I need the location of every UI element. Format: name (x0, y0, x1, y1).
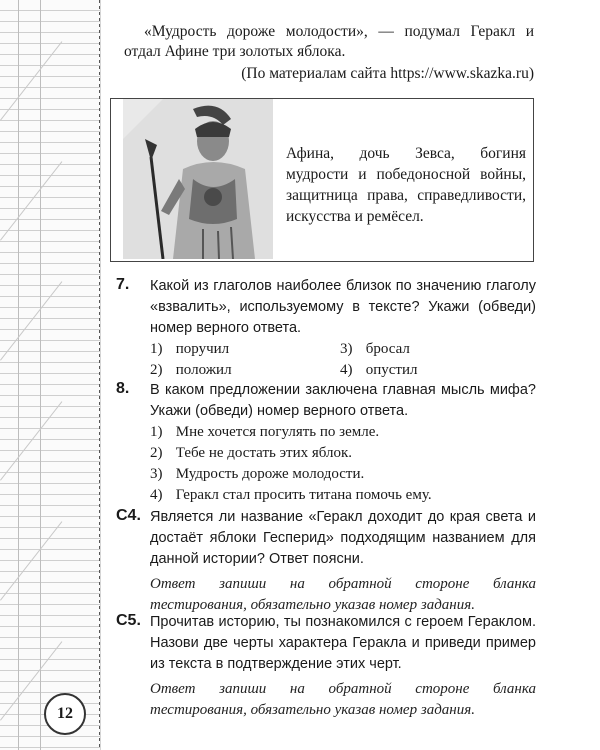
option-number: 3) (340, 341, 353, 357)
margin-slant-line (0, 401, 62, 480)
option-number: 4) (340, 362, 353, 378)
option-item[interactable] (340, 339, 520, 360)
athena-description: Афина, дочь Зевса, богиня мудрости и победоносной войны, защитница права, справедливости, искусства и ремёсел. (286, 145, 526, 225)
task-answer-note: Ответ запиши на обратной стороне бланка тестирования, обязательно указав номер задания. (150, 681, 536, 718)
task-number: 8. (116, 380, 130, 397)
task-question: Какой из глаголов наиболее близок по значению глаголу «взвалить», используемому в тексте? Укажи (обведи) номер верного ответа. (150, 278, 536, 336)
task-c4 (116, 507, 536, 616)
option-number: 2) (150, 445, 163, 461)
task-8 (116, 380, 536, 506)
margin-slant-line (0, 521, 62, 600)
option-text: бросал (365, 341, 410, 357)
option-number: 1) (150, 341, 163, 357)
option-number: 3) (150, 466, 163, 482)
option-item[interactable] (150, 443, 536, 464)
option-text: Мне хочется погулять по земле. (175, 424, 380, 440)
task-number: 7. (116, 276, 130, 293)
option-text: Тебе не достать этих яблок. (175, 445, 353, 461)
story-ending (124, 10, 534, 84)
option-item[interactable] (150, 422, 536, 443)
option-item[interactable] (150, 339, 340, 360)
task-c5 (116, 612, 536, 721)
option-number: 2) (150, 362, 163, 378)
option-text: поручил (175, 341, 230, 357)
margin-slant-line (0, 281, 62, 360)
task-options (150, 422, 536, 506)
margin-rule-line (18, 0, 19, 750)
athena-statue-icon (123, 99, 273, 259)
task-question: Является ли название «Геракл доходит до края света и достаёт яблоки Гесперид» подходящим названием для данной истории? Ответ поясни. (150, 509, 536, 567)
story-source: (По материалам сайта https://www.skazka.ru) (241, 65, 534, 82)
option-text: Геракл стал просить титана помочь ему. (175, 487, 432, 503)
story-last-paragraph: «Мудрость дороже молодости», — подумал Геракл и отдал Афине три золотых яблока. (124, 23, 534, 60)
option-text: Мудрость дороже молодости. (175, 466, 365, 482)
task-number: С5. (116, 612, 141, 629)
task-number: С4. (116, 507, 141, 524)
margin-slant-line (0, 41, 62, 120)
option-number: 4) (150, 487, 163, 503)
option-number: 1) (150, 424, 163, 440)
task-7 (116, 276, 536, 381)
task-answer-note: Ответ запиши на обратной стороне бланка тестирования, обязательно указав номер задания. (150, 576, 536, 613)
task-question: Прочитав историю, ты познакомился с героем Гераклом. Назови две черты характера Геракла и приведи пример из текста в подтверждение этих черт. (150, 614, 536, 672)
option-text: положил (175, 362, 232, 378)
margin-rule-line (40, 0, 41, 750)
option-item[interactable] (150, 464, 536, 485)
page-number: 12 (44, 693, 86, 735)
athena-info-box (110, 98, 534, 262)
option-text: опустил (365, 362, 418, 378)
task-options (150, 339, 536, 381)
ruled-margin (0, 0, 101, 750)
option-item[interactable] (150, 485, 536, 506)
task-question: В каком предложении заключена главная мысль мифа? Укажи (обведи) номер верного ответа. (150, 382, 536, 419)
option-item[interactable] (150, 360, 340, 381)
margin-slant-line (0, 161, 62, 240)
margin-dashed-border (99, 0, 100, 750)
athena-statue-image (123, 99, 273, 259)
option-item[interactable] (340, 360, 520, 381)
